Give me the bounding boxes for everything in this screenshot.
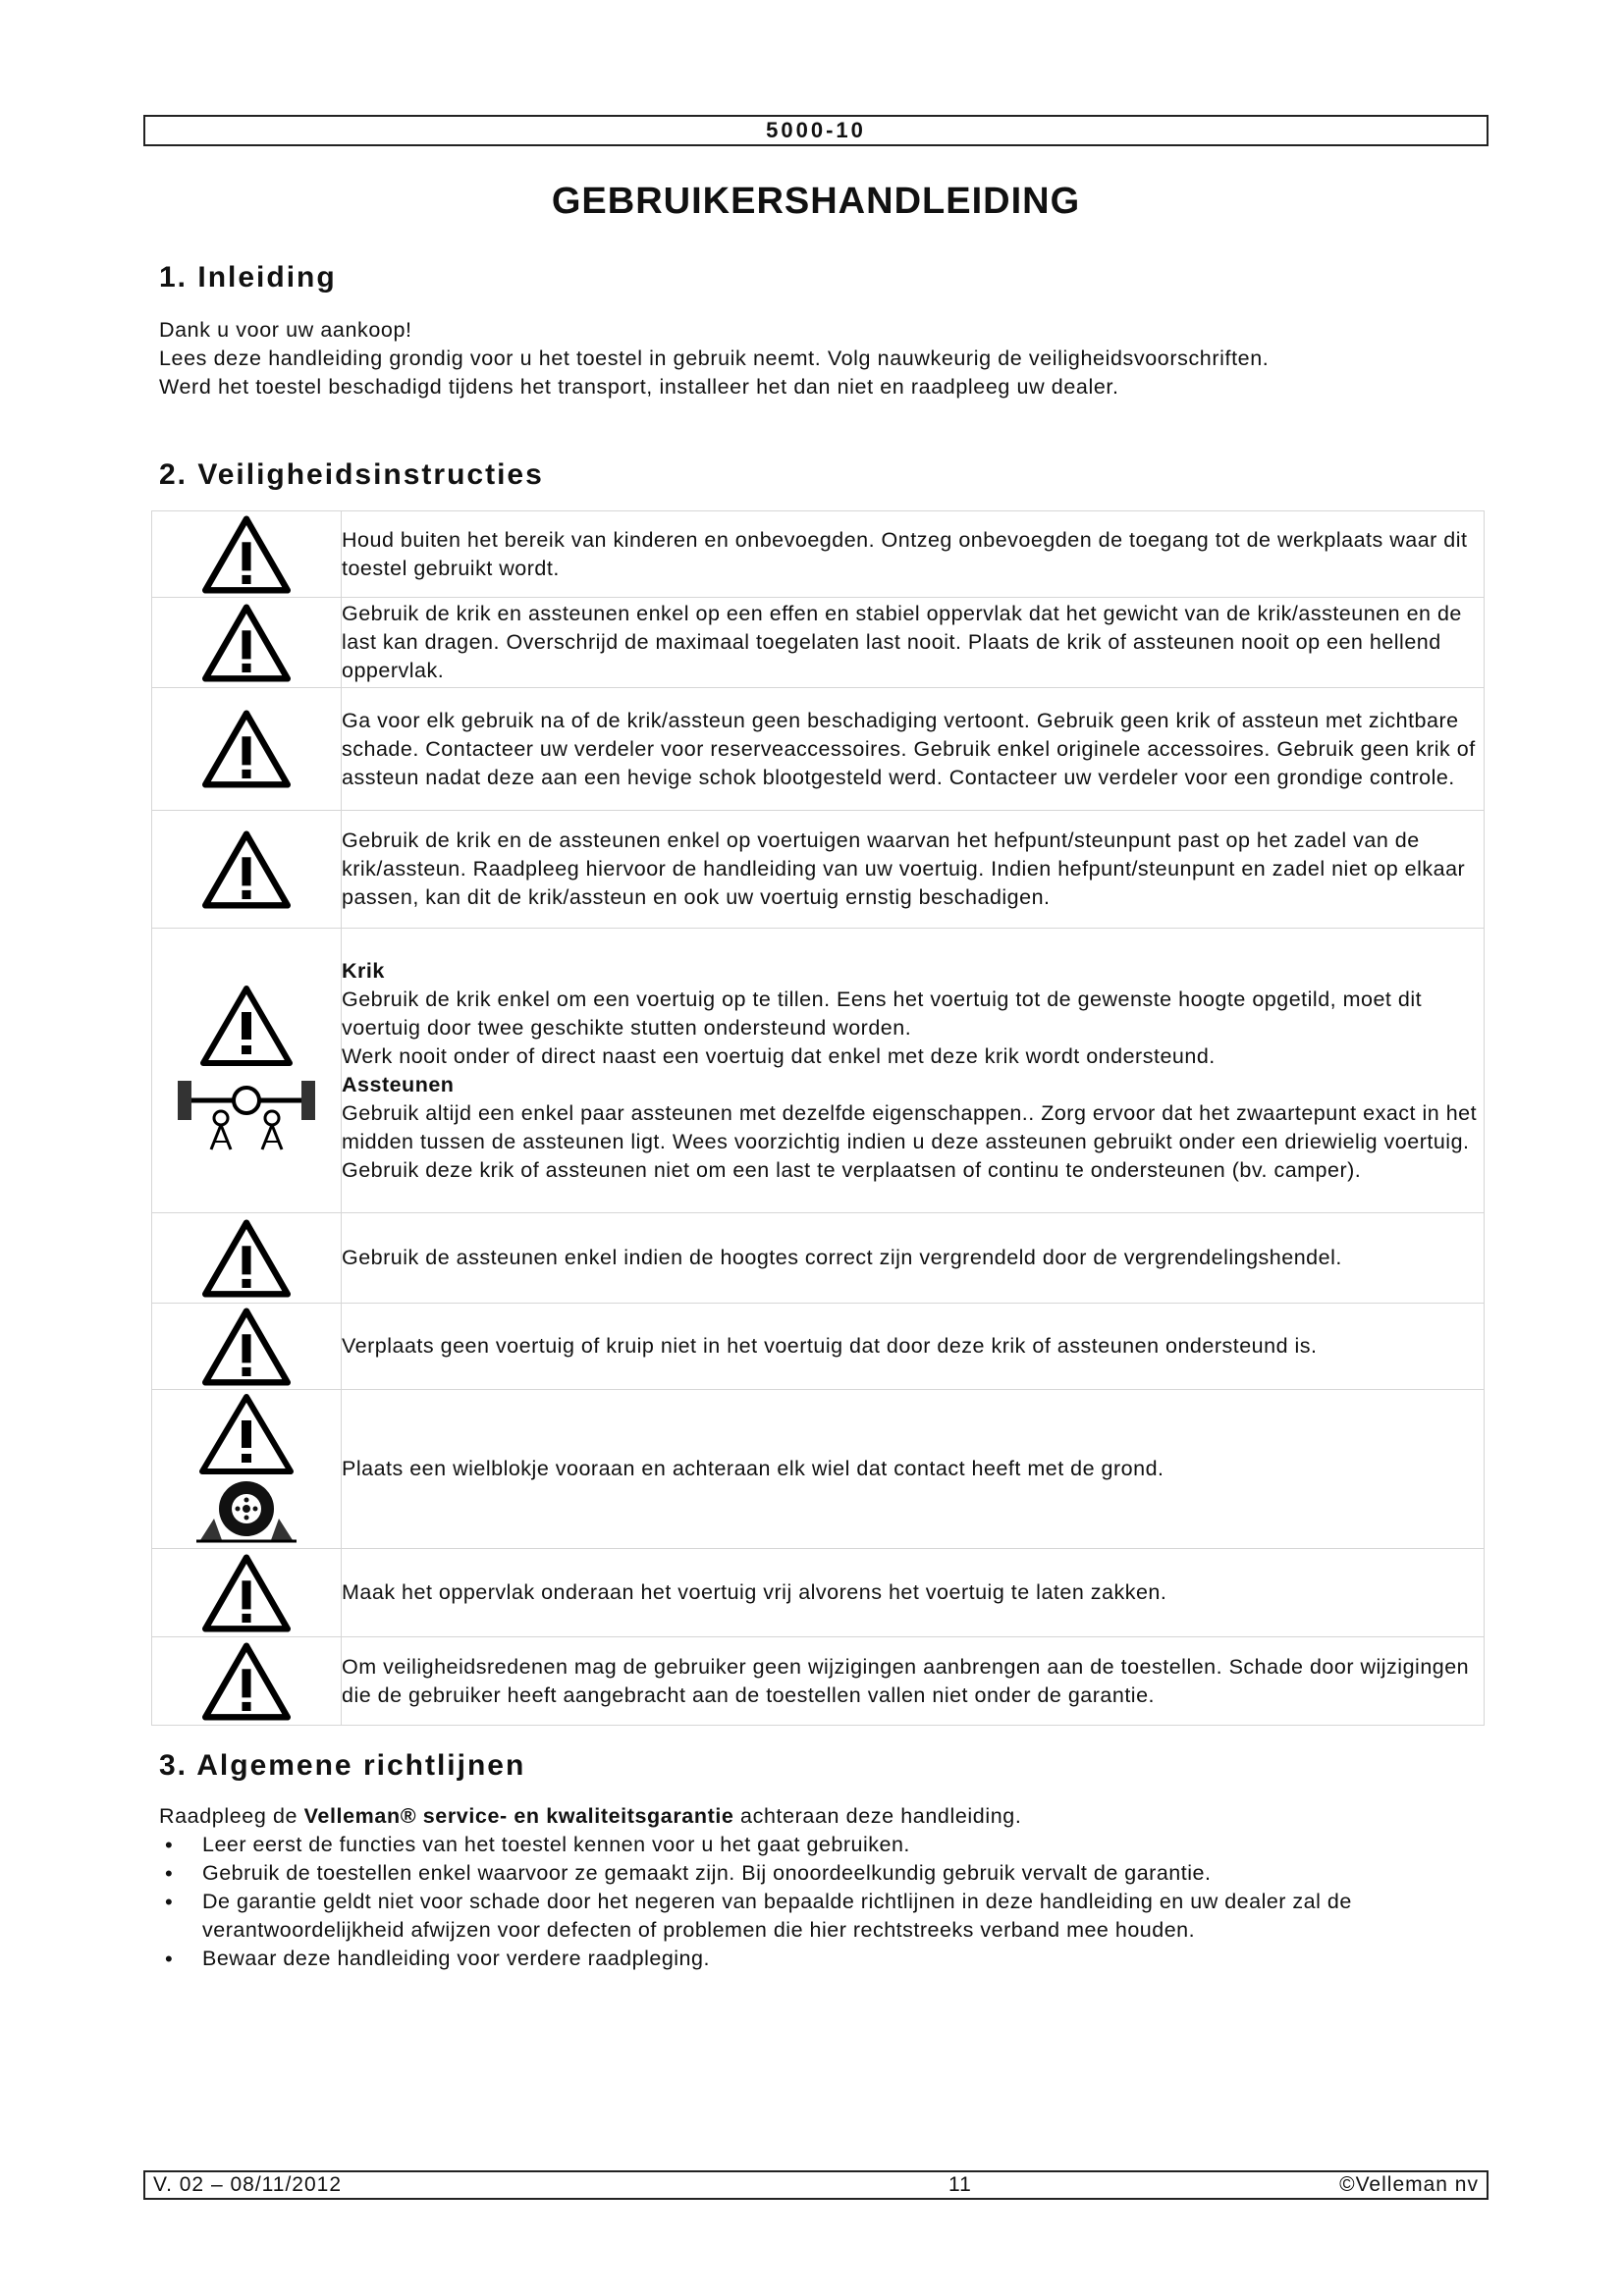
document-code-header: 5000-10 [143, 115, 1489, 146]
warning-icon [152, 1549, 342, 1637]
subheading-assteunen: Assteunen [342, 1072, 455, 1096]
warning-icon [152, 1637, 342, 1726]
safety-row [152, 1549, 1485, 1637]
general-intro-line [159, 1802, 1485, 1831]
general-intro [159, 1802, 1485, 1831]
safety-row [152, 1390, 1485, 1549]
warning-icon [152, 1304, 342, 1390]
safety-text: Maak het oppervlak onderaan het voertuig vrij alvorens het voertuig te laten zakken. [342, 1549, 1485, 1637]
safety-row [152, 811, 1485, 929]
safety-row [152, 1304, 1485, 1390]
list-item: • Gebruik de toestellen enkel waarvoor ze gemaakt zijn. Bij onoordeelkundig gebruik vervalt de garantie. [202, 1859, 1528, 1888]
list-item: • De garantie geldt niet voor schade door het negeren van bepaalde richtlijnen in deze handleiding en uw dealer zal de verantwoordelijkheid afwijzen voor defecten of problemen die hier rechtstreeks verband mee houden. [202, 1888, 1528, 1945]
section-heading-general: 3. Algemene richtlijnen [159, 1749, 526, 1782]
subheading-krik: Krik [342, 958, 385, 983]
safety-row [152, 1213, 1485, 1304]
intro-line: Werd het toestel beschadigd tijdens het transport, installeer het dan niet en raadpleeg uw dealer. [159, 375, 1119, 399]
intro-text [159, 316, 1485, 401]
safety-text: Plaats een wielblokje vooraan en achteraan elk wiel dat contact heeft met de grond. [342, 1390, 1485, 1549]
warning-icon [152, 511, 342, 598]
general-intro-prefix: Raadpleeg de [159, 1804, 304, 1828]
list-item: • Bewaar deze handleiding voor verdere raadpleging. [202, 1945, 1528, 1973]
safety-text: Gebruik de assteunen enkel indien de hoogtes correct zijn vergrendeld door de vergrendelingshendel. [342, 1213, 1485, 1304]
intro-line: Dank u voor uw aankoop! [159, 318, 412, 342]
page-title: GEBRUIKERSHANDLEIDING [551, 181, 1081, 222]
safety-text: Houd buiten het bereik van kinderen en onbevoegden. Ontzeg onbevoegden de toegang tot de werkplaats waar dit toestel gebruikt wordt. [342, 511, 1485, 598]
safety-text: Verplaats geen voertuig of kruip niet in het voertuig dat door deze krik of assteunen ondersteund is. [342, 1304, 1485, 1390]
safety-row [152, 929, 1485, 1213]
footer-version: V. 02 – 08/11/2012 [153, 2173, 342, 2196]
safety-row [152, 511, 1485, 598]
safety-row [152, 598, 1485, 688]
safety-row [152, 688, 1485, 811]
warning-icon [152, 598, 342, 688]
safety-text: Gebruik de krik en assteunen enkel op een effen en stabiel oppervlak dat het gewicht van de krik/assteunen en de last kan dragen. Overschrijd de maximaal toegelaten last nooit. Plaats de krik of assteunen nooit op een hellend oppervlak. [342, 598, 1485, 688]
page-number: 11 [948, 2173, 972, 2196]
warranty-reference: Velleman® service- en kwaliteitsgarantie [303, 1804, 734, 1828]
general-intro-suffix: achteraan deze handleiding. [733, 1804, 1022, 1828]
warning-icon [152, 1213, 342, 1304]
krik-text: Gebruik de krik enkel om een voertuig op te tillen. Eens het voertuig tot de gewenste hoogte opgetild, moet dit voertuig door twee geschikte stutten ondersteund worden. [342, 987, 1423, 1040]
safety-text: Ga voor elk gebruik na of de krik/assteun geen beschadiging vertoont. Gebruik geen krik of assteun met zichtbare schade. Contacteer uw verdeler voor reserveaccessoires. Gebruik enkel originele accessoires. Gebruik geen krik of assteun nadat deze aan een hevige schok blootgesteld werd. Contacteer uw verdeler voor een grondige controle. [342, 688, 1485, 811]
footer-copyright: ©Velleman nv [1339, 2173, 1479, 2196]
warning-axle-stands-icon [152, 929, 342, 1213]
assteunen-text: Gebruik altijd een enkel paar assteunen met dezelfde eigenschappen.. Zorg ervoor dat het zwaartepunt exact in het midden tussen de assteunen ligt. Wees voorzichtig indien u deze assteunen gebruikt onder een driewielig voertuig. [342, 1100, 1478, 1153]
intro-line: Lees deze handleiding grondig voor u het toestel in gebruik neemt. Volg nauwkeurig de veiligheidsvoorschriften. [159, 347, 1270, 370]
safety-text-jack-stands [342, 929, 1485, 1213]
safety-row [152, 1637, 1485, 1726]
guidelines-list [159, 1831, 1528, 1973]
list-item: • Leer eerst de functies van het toestel kennen voor u het gaat gebruiken. [202, 1831, 1528, 1859]
warning-wheel-chock-icon [152, 1390, 342, 1549]
warning-icon [152, 688, 342, 811]
page-footer [143, 2170, 1489, 2200]
safety-text: Om veiligheidsredenen mag de gebruiker geen wijzigingen aanbrengen aan de toestellen. Schade door wijzigingen die de gebruiker heeft aangebracht aan de toestellen vallen niet onder de garantie. [342, 1637, 1485, 1726]
safety-text: Gebruik de krik en de assteunen enkel op voertuigen waarvan het hefpunt/steunpunt past op het zadel van de krik/assteun. Raadpleeg hiervoor de handleiding van uw voertuig. Indien hefpunt/steunpunt en zadel niet op elkaar passen, kan dit de krik/assteun en ook uw voertuig ernstig beschadigen. [342, 811, 1485, 929]
krik-text: Werk nooit onder of direct naast een voertuig dat enkel met deze krik wordt ondersteund. [342, 1043, 1216, 1068]
safety-instructions-table [151, 510, 1485, 1726]
assteunen-text: Gebruik deze krik of assteunen niet om een last te verplaatsen of continu te ondersteunen (bv. camper). [342, 1157, 1362, 1182]
warning-icon [152, 811, 342, 929]
section-heading-safety: 2. Veiligheidsinstructies [159, 458, 544, 491]
section-heading-intro: 1. Inleiding [159, 261, 337, 294]
